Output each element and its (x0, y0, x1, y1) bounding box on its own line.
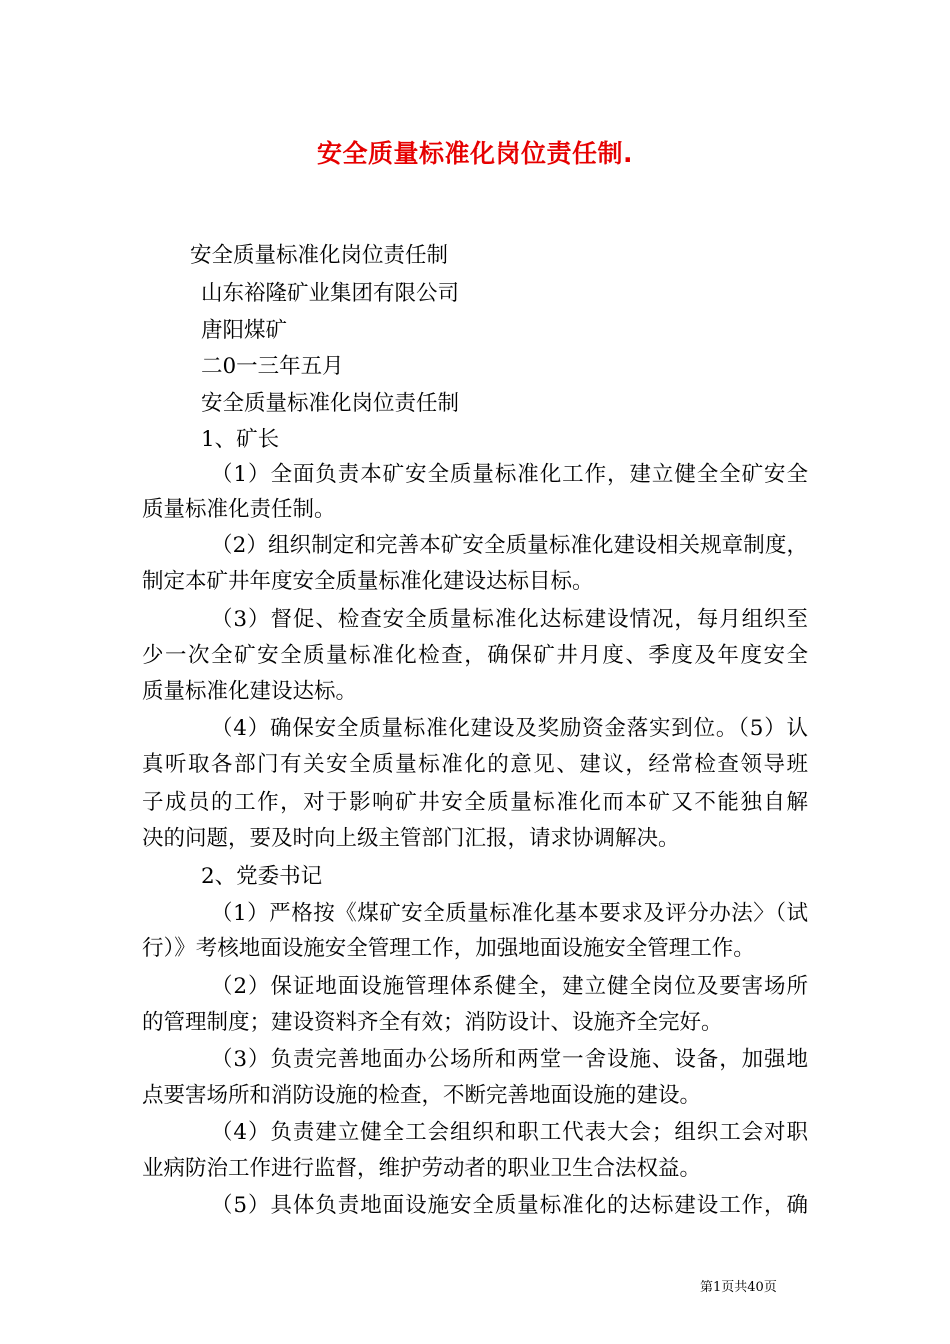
paragraph-line: 少一次全矿安全质量标准化检查，确保矿井月度、季度及年度安全 (142, 643, 808, 668)
paragraph-line: （3）督促、检查安全质量标准化达标建设情况，每月组织至 (211, 607, 808, 632)
paragraph-line: （1）严格按《煤矿安全质量标准化基本要求及评分办法〉（试 (211, 901, 808, 926)
cover-date: 二0一三年五月 (201, 354, 344, 379)
paragraph-line: 行）》考核地面设施安全管理工作，加强地面设施安全管理工作。 (142, 936, 755, 961)
paragraph-line: 制定本矿井年度安全质量标准化建设达标目标。 (142, 569, 594, 594)
paragraph-line: 业病防治工作进行监督，维护劳动者的职业卫生合法权益。 (142, 1156, 702, 1181)
section-heading: 1、矿长 (201, 427, 280, 452)
paragraph-line: （4）确保安全质量标准化建设及奖励资金落实到位。（5）认 (211, 716, 808, 741)
cover-subheading: 安全质量标准化岗位责任制 (201, 391, 460, 416)
paragraph-line: 点要害场所和消防设施的检查，不断完善地面设施的建设。 (142, 1083, 702, 1108)
paragraph-line: 决的问题，要及时向上级主管部门汇报，请求协调解决。 (142, 826, 680, 851)
paragraph-line: （2）保证地面设施管理体系健全，建立健全岗位及要害场所 (211, 974, 808, 999)
page-title: 安全质量标准化岗位责任制. (317, 139, 633, 168)
page-footer: 第1页共40页 (700, 1280, 777, 1295)
paragraph-line: 质量标准化责任制。 (142, 497, 336, 522)
section-heading: 2、党委书记 (201, 864, 323, 889)
paragraph-line: 子成员的工作，对于影响矿井安全质量标准化而本矿又不能独自解 (142, 790, 808, 815)
paragraph-line: （4）负责建立健全工会组织和职工代表大会；组织工会对职 (211, 1120, 808, 1145)
cover-mine: 唐阳煤矿 (201, 318, 288, 343)
paragraph-line: （1）全面负责本矿安全质量标准化工作，建立健全全矿安全 (211, 462, 808, 487)
paragraph-line: （2）组织制定和完善本矿安全质量标准化建设相关规章制度， (211, 533, 808, 558)
cover-heading: 安全质量标准化岗位责任制 (190, 243, 449, 268)
paragraph-line: 质量标准化建设达标。 (142, 679, 358, 704)
paragraph-line: 真听取各部门有关安全质量标准化的意见、建议，经常检查领导班 (142, 752, 808, 777)
paragraph-line: （3）负责完善地面办公场所和两堂一舍设施、设备，加强地 (211, 1047, 808, 1072)
paragraph-line: 的管理制度；建设资料齐全有效；消防设计、设施齐全完好。 (142, 1010, 723, 1035)
paragraph-line: （5）具体负责地面设施安全质量标准化的达标建设工作，确 (211, 1193, 808, 1218)
cover-company: 山东裕隆矿业集团有限公司 (201, 281, 460, 306)
